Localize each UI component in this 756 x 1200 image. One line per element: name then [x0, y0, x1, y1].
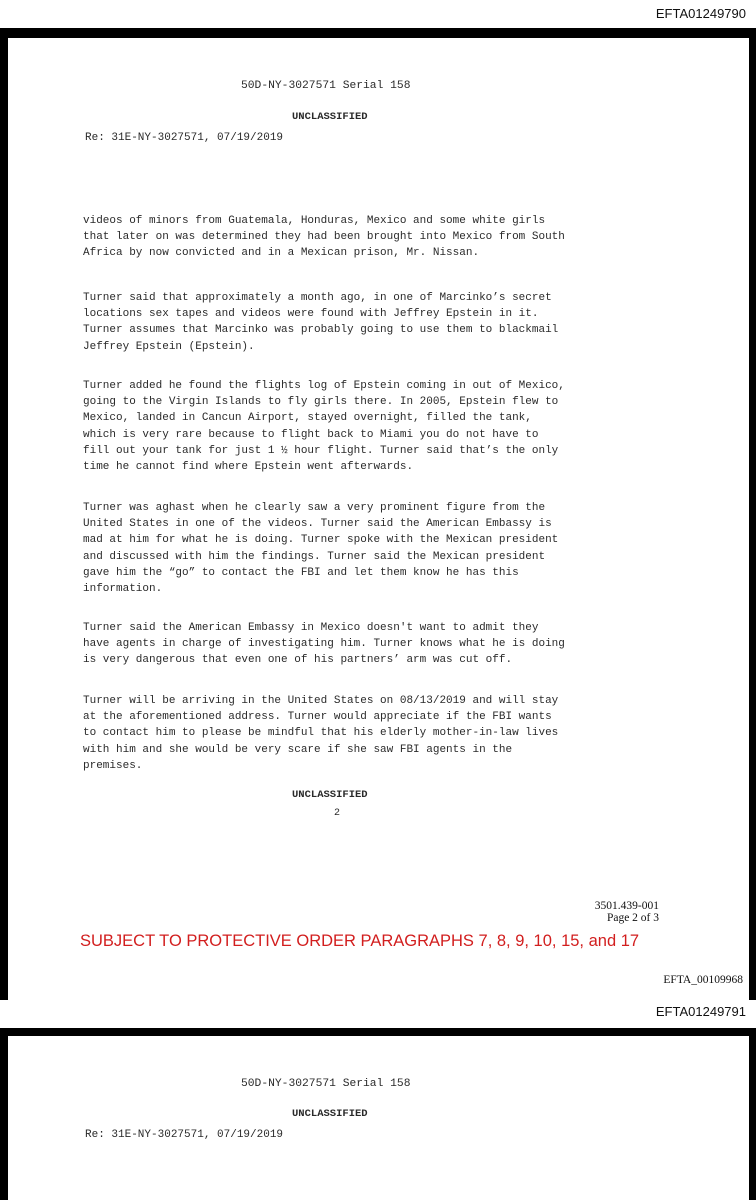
page-of-label: Page 2 of 3: [606, 912, 659, 924]
paragraph-5: Turner said the American Embassy in Mexico doesn't want to admit they have agents in charge of investigating him. Turner knows what he is doing is very dangerous that even one of his partners’ arm was cut off.: [83, 622, 565, 667]
paragraph-6: Turner will be arriving in the United States on 08/13/2019 and will stay at the aforementioned address. Turner would appreciate if the FBI wants to contact him to please be mindful that his elderly mother-in-law lives with him and she would be very scare if she saw FBI agents in the premises.: [83, 695, 559, 772]
classification-header: UNCLASSIFIED: [292, 111, 368, 123]
classification-footer: UNCLASSIFIED: [292, 789, 368, 801]
classification-header-page-2: UNCLASSIFIED: [292, 1108, 368, 1120]
serial-header-page-2: 50D-NY-3027571 Serial 158: [241, 1078, 411, 1090]
protective-order-notice: SUBJECT TO PROTECTIVE ORDER PARAGRAPHS 7, 8, 9, 10, 15, and 17: [80, 932, 640, 950]
paragraph-4: Turner was aghast when he clearly saw a very prominent figure from the United States in one of the videos. Turner said the American Embassy is mad at him for what he is doing. Turner spoke with the Mexican president and discussed with him the findings. Turner said the Mexican president gave him the “go” to contact the FBI and let them know he has this information.: [83, 502, 559, 596]
top-label-bar: [0, 0, 756, 28]
efta-footer-label: EFTA_00109968: [663, 974, 743, 986]
document-page-1: [8, 38, 749, 1000]
efta-mid-label: EFTA01249791: [655, 1004, 746, 1019]
document-page-2: [8, 1036, 749, 1200]
paragraph-3: Turner added he found the flights log of Epstein coming in out of Mexico, going to the Virgin Islands to fly girls there. In 2005, Epstein flew to Mexico, landed in Cancun Airport, stayed overnight, filled the tank, which is very rare because to flight back to Miami you do not have to fill out your tank for just 1 ½ hour flight. Turner said that’s the only time he cannot find where Epstein went afterwards.: [83, 380, 565, 474]
mid-label-bar: [0, 1000, 756, 1028]
bates-number: 3501.439-001: [594, 900, 659, 912]
serial-header: 50D-NY-3027571 Serial 158: [241, 80, 411, 92]
paragraph-2: Turner said that approximately a month ago, in one of Marcinko’s secret locations sex tapes and videos were found with Jeffrey Epstein in it. Turner assumes that Marcinko was probably going to use them to blackmail Jeffrey Epstein (Epstein).: [83, 292, 559, 353]
paragraph-1: videos of minors from Guatemala, Honduras, Mexico and some white girls that later on was determined they had been brought into Mexico from South Africa by now convicted and in a Mexican prison, Mr. Nissan.: [83, 215, 565, 260]
re-line-page-2: Re: 31E-NY-3027571, 07/19/2019: [85, 1129, 284, 1141]
efta-top-label: EFTA01249790: [655, 6, 746, 21]
page-number: 2: [334, 808, 341, 819]
re-line: Re: 31E-NY-3027571, 07/19/2019: [85, 132, 284, 144]
